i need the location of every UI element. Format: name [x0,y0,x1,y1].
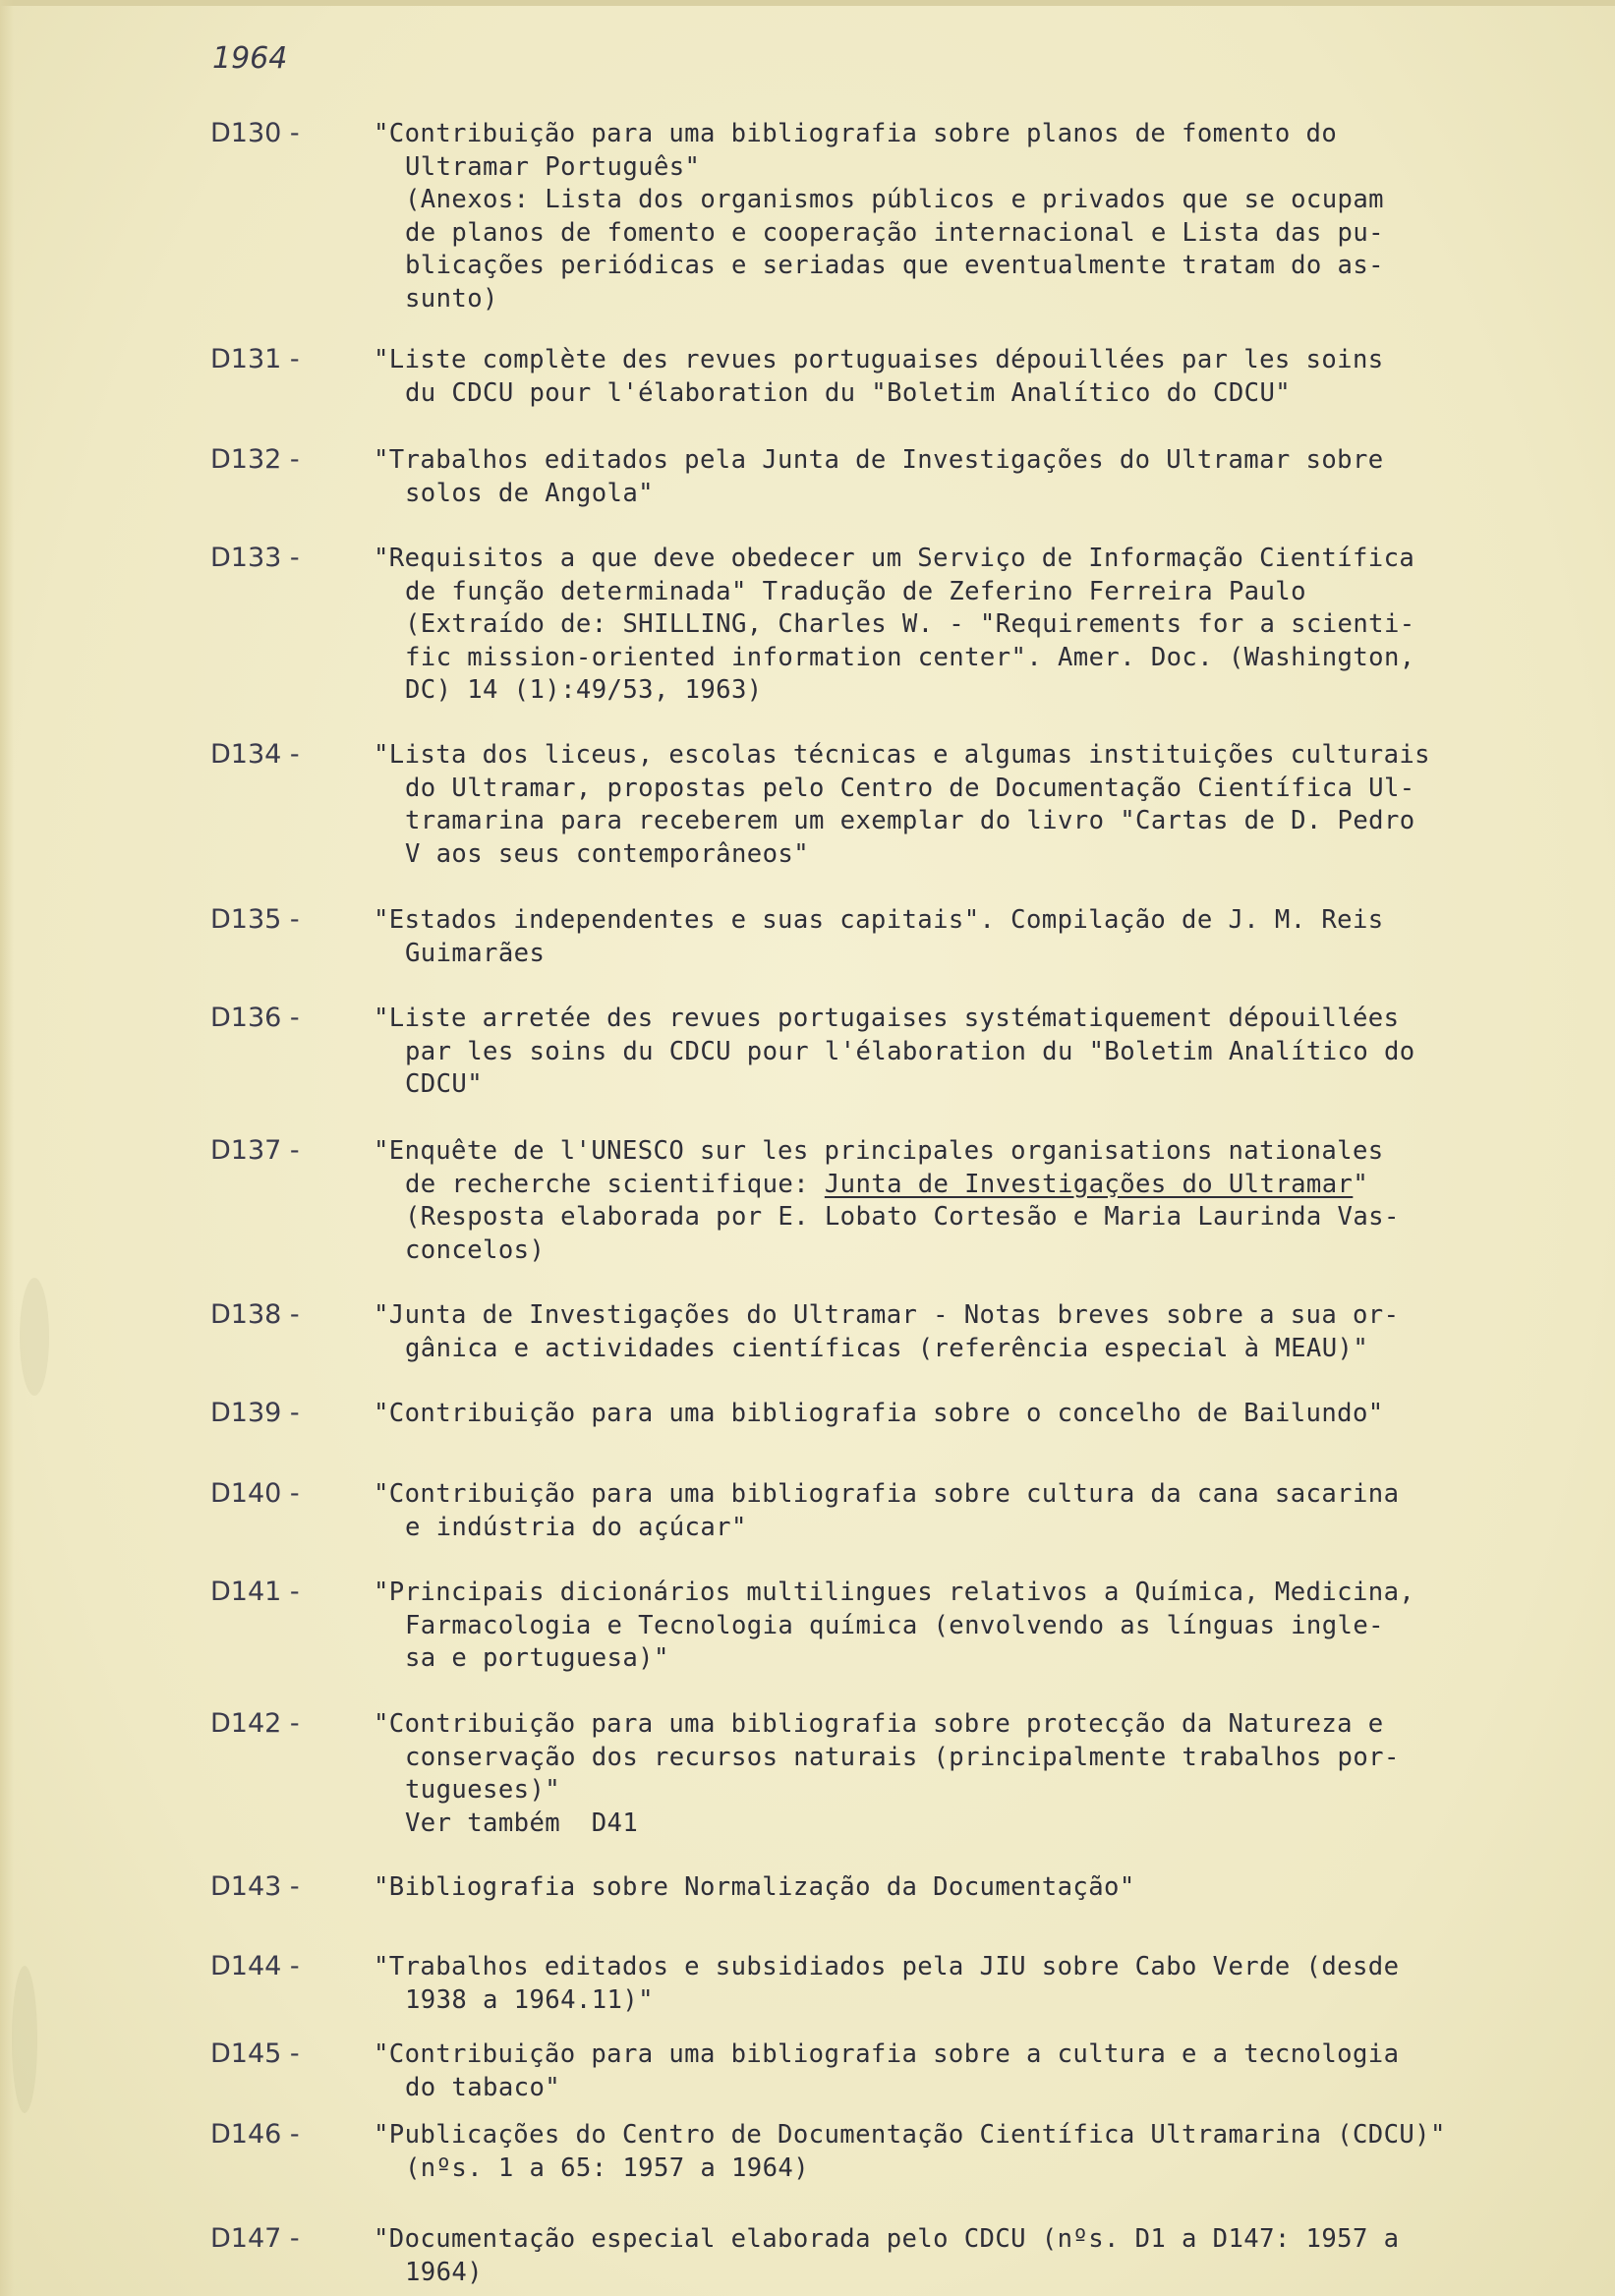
entry-line: Ver também D41 [405,1808,639,1838]
paper-stain [12,1966,37,2113]
document-year: 1964 [212,41,288,76]
entry-code: D138 - [210,1299,300,1330]
entry-code: D141 - [210,1577,300,1607]
entry-description [374,1003,1583,1102]
underlined-title: Junta de Investigações do Ultramar [824,1169,1354,1199]
entry-line: concelos) [405,1234,546,1265]
entry-code: D135 - [210,904,300,935]
entry-description [374,739,1583,871]
entry-line: "Publicações do Centro de Documentação Científica Ultramarina (CDCU)" [374,2120,1446,2150]
entry-line: "Documentação especial elaborada pelo CDCU (nºs. D1 a D147: 1957 a [374,2224,1400,2254]
entry-line: "Contribuição para uma bibliografia sobre cultura da cana sacarina [374,1479,1400,1509]
entry-code: D130 - [210,118,300,148]
entry-line: solos de Angola" [405,478,654,508]
entry-line: e indústria do açúcar" [405,1512,747,1542]
entry-code: D143 - [210,1871,300,1902]
entry-line: (Extraído de: SHILLING, Charles W. - "Requirements for a scienti- [405,609,1415,639]
entry-line: "Junta de Investigações do Ultramar - Notas breves sobre a sua or- [374,1300,1400,1330]
entry-description [374,904,1583,970]
entry-description [374,1478,1583,1544]
entry-code: D136 - [210,1003,300,1033]
entry-line: "Liste arretée des revues portugaises systématiquement dépouillées [374,1004,1400,1033]
entry-code: D142 - [210,1708,300,1739]
entry-line: "Requisitos a que deve obedecer um Serviço de Informação Científica [374,544,1415,573]
entry-description [374,1299,1583,1365]
entry-line: par les soins du CDCU pour l'élaboration du "Boletim Analítico do [405,1036,1415,1066]
entry-description [374,1951,1583,2017]
entry-line: do Ultramar, propostas pelo Centro de Documentação Científica Ul- [405,773,1415,803]
entry-code: D146 - [210,2119,300,2150]
entry-code: D145 - [210,2038,300,2069]
entry-code: D140 - [210,1478,300,1509]
entry-description [374,2038,1583,2104]
entry-line: "Contribuição para uma bibliografia sobre o concelho de Bailundo" [374,1399,1384,1428]
entry-code: D144 - [210,1951,300,1981]
entry-line: Ultramar Português" [405,151,701,182]
entry-line: conservação dos recursos naturais (principalmente trabalhos por- [405,1742,1400,1772]
entry-line: do tabaco" [405,2072,561,2102]
entry-line: "Contribuição para uma bibliografia sobre a cultura e a tecnologia [374,2039,1400,2069]
entry-code: D147 - [210,2223,300,2254]
entry-code: D134 - [210,739,300,770]
entry-line: Farmacologia e Tecnologia química (envolvendo as línguas ingle- [405,1610,1384,1640]
paper-stain [20,1278,49,1396]
entry-line: CDCU" [405,1069,484,1099]
entry-line: sa e portuguesa)" [405,1643,669,1673]
entry-description [374,1871,1583,1905]
entry-description [374,444,1583,510]
entry-line: (nºs. 1 a 65: 1957 a 1964) [405,2152,810,2183]
entry-line: V aos seus contemporâneos" [405,838,810,869]
entry-code: D132 - [210,444,300,475]
entry-description [374,1135,1583,1267]
entry-line: (Resposta elaborada por E. Lobato Cortesão e Maria Laurinda Vas- [405,1202,1400,1232]
entry-line: tramarina para receberem um exemplar do livro "Cartas de D. Pedro [405,806,1415,835]
entry-line: tugueses)" [405,1775,561,1805]
entry-line: "Trabalhos editados pela Junta de Investigações do Ultramar sobre [374,445,1384,475]
entry-line: fic mission-oriented information center". Amer. Doc. (Washington, [405,642,1415,672]
page-left-edge [0,0,14,2296]
entry-line: Guimarães [405,938,546,968]
entry-description [374,118,1583,316]
entry-line: de função determinada" Tradução de Zeferino Ferreira Paulo [405,576,1306,606]
entry-description [374,1398,1583,1431]
entry-line: gânica e actividades científicas (referência especial à MEAU)" [405,1333,1369,1363]
entry-description [374,543,1583,708]
entry-line: "Principais dicionários multilingues relativos a Química, Medicina, [374,1578,1415,1607]
entry-code: D137 - [210,1135,300,1166]
entry-description [374,1577,1583,1676]
entry-line: "Bibliografia sobre Normalização da Documentação" [374,1872,1135,1902]
entry-line: de recherche scientifique: Junta de Investigações do Ultramar" [405,1169,1369,1199]
entry-line: "Trabalhos editados e subsidiados pela JIU sobre Cabo Verde (desde [374,1952,1400,1981]
entry-description [374,1708,1583,1840]
entry-line: "Contribuição para uma bibliografia sobre planos de fomento do [374,119,1338,148]
entry-line: 1964) [405,2257,484,2287]
entry-description [374,2119,1583,2185]
entry-line: sunto) [405,283,498,314]
entry-line: 1938 a 1964.11)" [405,1984,654,2015]
page-top-edge [0,0,1615,6]
entry-line: blicações periódicas e seriadas que eventualmente tratam do as- [405,251,1384,280]
entry-code: D133 - [210,543,300,573]
entry-line: "Estados independentes e suas capitais". Compilação de J. M. Reis [374,905,1384,935]
entry-line: "Liste complète des revues portuguaises dépouillées par les soins [374,345,1384,374]
entry-description [374,2223,1583,2289]
entry-code: D131 - [210,344,300,374]
entry-code: D139 - [210,1398,300,1428]
entry-line: "Contribuição para uma bibliografia sobre protecção da Natureza e [374,1709,1384,1739]
entry-line: DC) 14 (1):49/53, 1963) [405,675,763,705]
entry-line: "Lista dos liceus, escolas técnicas e algumas instituições culturais [374,740,1430,770]
entry-line: "Enquête de l'UNESCO sur les principales organisations nationales [374,1136,1384,1166]
entry-line: (Anexos: Lista dos organismos públicos e privados que se ocupam [405,185,1384,214]
entry-line: du CDCU pour l'élaboration du "Boletim Analítico do CDCU" [405,377,1292,408]
entry-description [374,344,1583,410]
entry-line: de planos de fomento e cooperação internacional e Lista das pu- [405,217,1384,248]
